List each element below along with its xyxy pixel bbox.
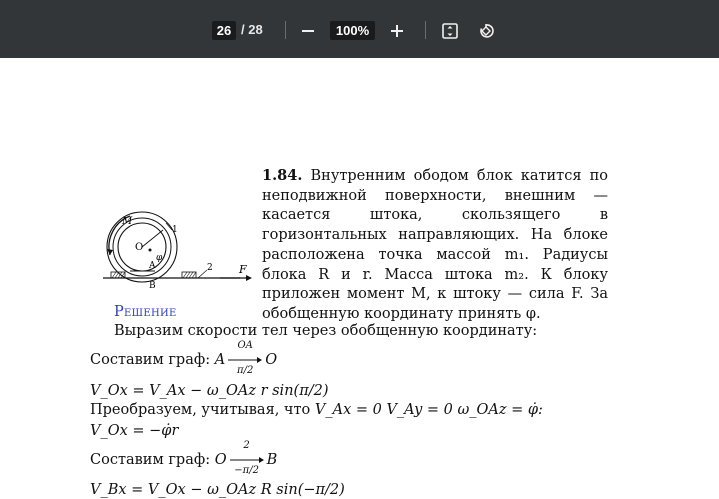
toolbar-divider bbox=[285, 21, 286, 39]
equation-2: V_Ox = −φ̇r bbox=[90, 423, 179, 439]
graph-2-top-label: 2 bbox=[243, 440, 250, 451]
minus-icon bbox=[301, 24, 315, 38]
zoom-input[interactable]: 100% bbox=[330, 21, 375, 40]
graph-1-top-label: OA bbox=[237, 340, 253, 351]
rotate-icon bbox=[477, 22, 495, 40]
equation-3: V_Bx = V_Ox − ω_OAz R sin(−π/2) bbox=[90, 482, 345, 498]
graph-1-arrow bbox=[227, 340, 263, 376]
figure-label-A: A bbox=[149, 261, 156, 271]
transform-conditions: V_Ax = 0 V_Ay = 0 ω_OAz = φ̇: bbox=[314, 402, 543, 418]
toolbar-divider bbox=[425, 21, 426, 39]
transform-prefix: Преобразуем, учитывая, что bbox=[90, 402, 311, 418]
fit-page-button[interactable] bbox=[437, 18, 463, 44]
zoom-out-button[interactable] bbox=[295, 18, 321, 44]
graph-1-to: O bbox=[265, 352, 278, 368]
figure-label-1: 1 bbox=[172, 225, 178, 235]
graph-1 bbox=[90, 340, 278, 376]
solution-heading: Решение bbox=[114, 304, 177, 320]
graph-2-prefix: Составим граф: bbox=[90, 452, 211, 468]
graph-1-from: A bbox=[214, 352, 226, 368]
graph-2-bottom-label: −π/2 bbox=[234, 465, 259, 476]
plus-icon bbox=[390, 24, 404, 38]
graph-1-prefix: Составим граф: bbox=[90, 352, 211, 368]
fit-page-icon bbox=[441, 22, 459, 40]
graph-2-from: O bbox=[214, 452, 227, 468]
problem-text bbox=[262, 166, 608, 325]
figure-label-2: 2 bbox=[207, 263, 213, 273]
zoom-in-button[interactable] bbox=[384, 18, 410, 44]
graph-2-arrow bbox=[229, 440, 265, 476]
pdf-toolbar bbox=[0, 0, 719, 58]
figure-label-B: B bbox=[149, 281, 156, 290]
rotate-button[interactable] bbox=[473, 18, 499, 44]
figure-label-O: O bbox=[135, 242, 144, 253]
equation-1: V_Ox = V_Ax − ω_OAz r sin(π/2) bbox=[90, 383, 329, 399]
graph-2 bbox=[90, 440, 278, 476]
figure-label-M: M bbox=[122, 216, 133, 227]
problem-number: 1.84. bbox=[262, 167, 303, 184]
figure-label-phi: φ bbox=[156, 253, 163, 263]
graph-1-bottom-label: π/2 bbox=[237, 365, 254, 376]
solution-intro: Выразим скорости тел через обобщенную координату: bbox=[114, 323, 538, 339]
mechanism-figure bbox=[100, 210, 260, 290]
problem-body: Внутренним ободом блок катится по неподвижной поверхности, внешним — касается штока, скользящего в горизонтальных направляющих. На блоке расположена точка массой m₁. Радиусы блока R и r. Масса штока m₂. К блоку приложен момент M, к штоку — сила F. За обобщенную координату принять φ. bbox=[262, 168, 608, 322]
page-number-input[interactable]: 26 bbox=[212, 21, 236, 40]
figure-label-F: F bbox=[239, 263, 247, 276]
page-total: / 28 bbox=[241, 22, 263, 37]
graph-2-to: B bbox=[266, 452, 278, 468]
transform-line bbox=[90, 402, 543, 418]
